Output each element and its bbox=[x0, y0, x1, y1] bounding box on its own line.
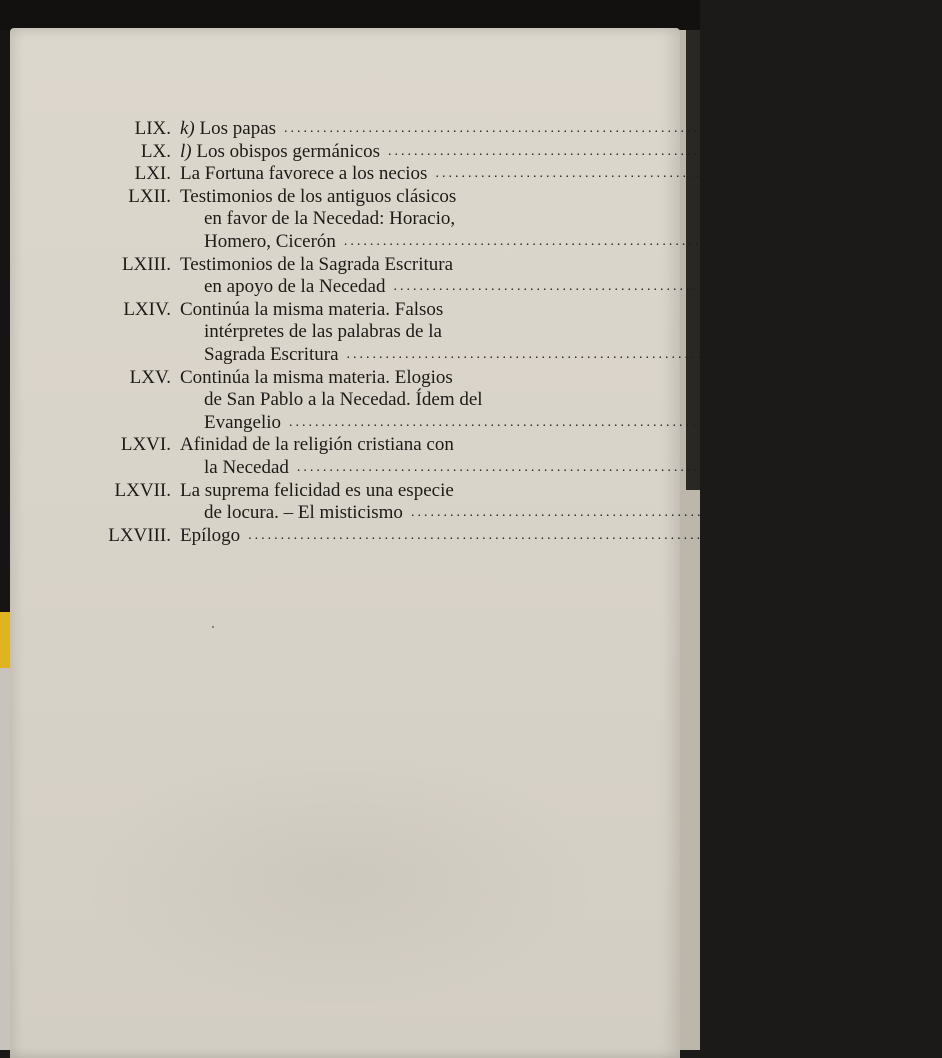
title-line bbox=[180, 254, 900, 277]
title-line bbox=[180, 141, 895, 164]
chapter-title bbox=[171, 367, 796, 435]
chapter-number: LXIII. bbox=[121, 253, 171, 275]
title-text: Testimonios de la Sagrada Escritura bbox=[180, 253, 454, 275]
title-text: La Fortuna favorece a los necios bbox=[180, 163, 428, 185]
show-through-text bbox=[80, 748, 600, 1008]
toc-entry bbox=[92, 298, 854, 367]
toc-entry bbox=[92, 253, 901, 299]
title-text: Continúa la misma materia. Elogios bbox=[180, 366, 453, 388]
chapter-title bbox=[171, 254, 900, 299]
title-text: Homero, Cicerón bbox=[204, 230, 336, 252]
dot-leader: ...................................................................... bbox=[284, 121, 740, 136]
chapter-number: LXVI. bbox=[120, 434, 171, 456]
page-number: 208 bbox=[767, 411, 797, 433]
title-text: en apoyo de la Necedad bbox=[204, 276, 386, 298]
title-line bbox=[180, 231, 851, 254]
toc-entry bbox=[92, 366, 797, 435]
title-text: k) Los papas bbox=[180, 118, 277, 139]
dot-leader: ...................................................................... bbox=[343, 233, 799, 249]
page-number: 188 bbox=[913, 163, 942, 185]
chapter-number: LXIV. bbox=[123, 298, 171, 320]
chapter-title bbox=[171, 480, 918, 525]
toc-entry bbox=[92, 185, 851, 254]
title-line bbox=[180, 299, 854, 322]
item-marker: k) bbox=[180, 118, 195, 139]
title-line bbox=[180, 367, 796, 390]
chapter-title bbox=[171, 299, 854, 367]
title-text: de locura. – El misticismo bbox=[204, 502, 403, 524]
title-text: Evangelio bbox=[204, 411, 282, 433]
dot-leader: ...................................................................... bbox=[388, 143, 844, 159]
page-number: 194 bbox=[871, 276, 901, 298]
toc-entry bbox=[92, 163, 942, 186]
title-text: l) Los obispos germánicos bbox=[180, 140, 381, 162]
title-line bbox=[180, 389, 796, 412]
title-text: en favor de la Necedad: Horacio, bbox=[204, 208, 456, 230]
chapter-title bbox=[171, 525, 755, 548]
title-text: Testimonios de los antiguos clásicos bbox=[180, 185, 457, 207]
toc-entry bbox=[92, 524, 756, 548]
dot-leader: ...................................................................... bbox=[346, 346, 802, 362]
chapter-number: LXVIII. bbox=[108, 524, 171, 546]
title-text: Continúa la misma materia. Falsos bbox=[180, 298, 444, 320]
toc-entry bbox=[92, 140, 896, 164]
page-number: 222 bbox=[889, 502, 918, 524]
dot-leader: ...................................................................... bbox=[435, 166, 891, 182]
chapter-title bbox=[171, 141, 895, 164]
page-number: 185 bbox=[866, 140, 896, 162]
chapter-title bbox=[171, 186, 851, 254]
page-number: 225 bbox=[726, 524, 756, 546]
title-line bbox=[180, 321, 854, 344]
title-text: La suprema felicidad es una especie bbox=[180, 479, 454, 501]
title-text: de San Pablo a la Necedad. Ídem del bbox=[204, 389, 483, 411]
toc-entry bbox=[92, 479, 918, 525]
chapter-title bbox=[171, 118, 791, 141]
page-number: 202 bbox=[825, 343, 854, 365]
item-marker: l) bbox=[180, 140, 192, 162]
title-line bbox=[180, 186, 851, 209]
toc-entry bbox=[92, 118, 792, 141]
table-of-contents bbox=[92, 118, 942, 547]
chapter-number: LXVII. bbox=[114, 479, 171, 501]
dot-leader: ...................................................................... bbox=[289, 414, 745, 430]
title-line bbox=[180, 457, 804, 480]
chapter-number: LX. bbox=[140, 140, 171, 162]
paper-speck bbox=[212, 626, 214, 628]
title-text: Sagrada Escritura bbox=[204, 343, 339, 365]
dot-leader: ...................................................................... bbox=[410, 505, 866, 521]
chapter-number: LXI. bbox=[134, 163, 171, 185]
toc-entry bbox=[92, 434, 804, 479]
page-number: 180 bbox=[762, 118, 792, 139]
chapter-number: LXV. bbox=[129, 366, 171, 388]
chapter-title bbox=[171, 163, 942, 186]
title-text: intérpretes de las palabras de la bbox=[204, 321, 442, 343]
title-line bbox=[180, 344, 854, 367]
title-text: Epílogo bbox=[180, 524, 241, 546]
title-line bbox=[180, 208, 851, 231]
page-number: 192 bbox=[822, 230, 851, 252]
title-line bbox=[180, 118, 791, 141]
chapter-title bbox=[171, 434, 804, 479]
title-text: Afinidad de la religión cristiana con bbox=[180, 434, 454, 456]
dot-leader: ...................................................................... bbox=[296, 459, 752, 475]
title-line bbox=[180, 276, 900, 299]
dot-leader: ...................................................................... bbox=[248, 527, 704, 543]
title-line bbox=[180, 434, 804, 457]
dot-leader: ...................................................................... bbox=[393, 279, 849, 295]
title-line bbox=[180, 412, 796, 435]
page-number: 215 bbox=[775, 456, 804, 478]
title-line bbox=[180, 525, 755, 548]
chapter-number: LIX. bbox=[134, 118, 171, 139]
title-line bbox=[180, 502, 918, 525]
chapter-number: LXII. bbox=[128, 185, 171, 207]
title-line bbox=[180, 480, 918, 503]
title-text: la Necedad bbox=[204, 456, 289, 478]
title-line bbox=[180, 163, 942, 186]
